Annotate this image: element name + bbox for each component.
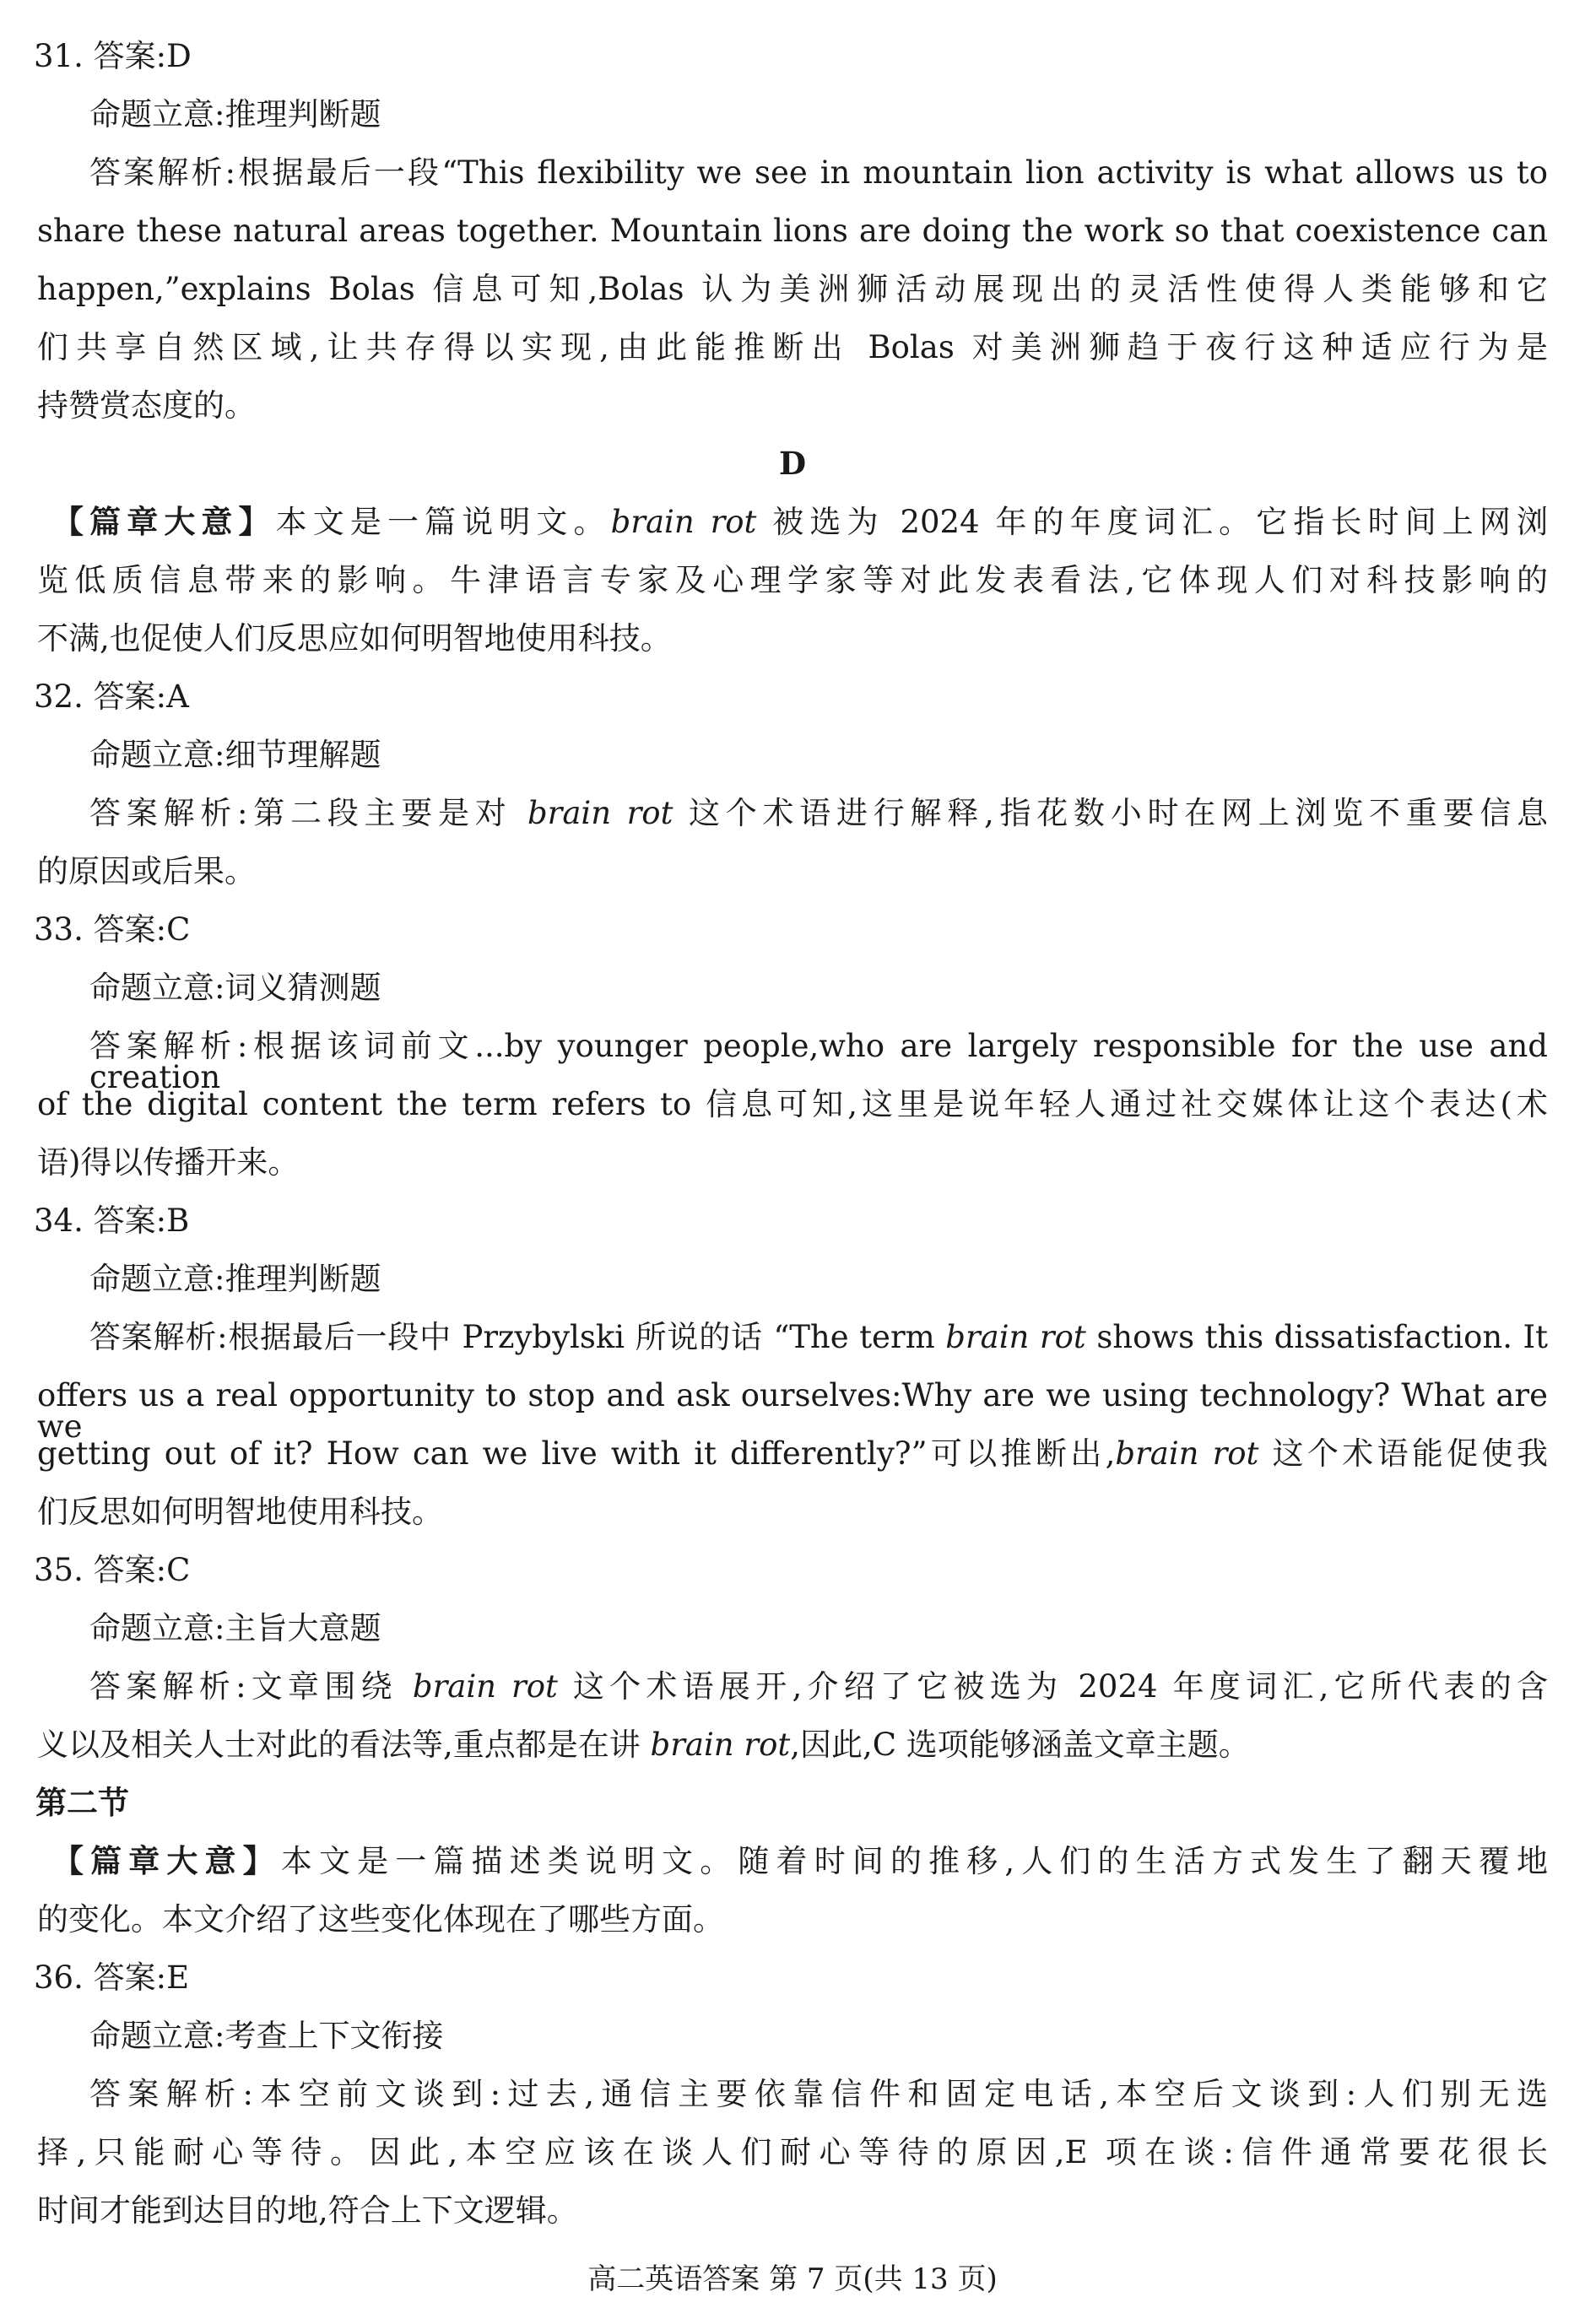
q31-answer: 31. 答案:D [34,38,192,74]
q35-explanation-line: 答案解析:文章围绕 brain rot 这个术语展开,介绍了它被选为 2024 年度词汇,它所代表的含 [89,1668,1548,1705]
term-brain-rot: brain rot [650,1727,791,1763]
summary-2-line: 的变化。本文介绍了这些变化体现在了哪些方面。 [37,1901,724,1938]
q34-intent: 命题立意:推理判断题 [89,1261,381,1297]
q35-explanation-line: 义以及相关人士对此的看法等,重点都是在讲 brain rot,因此,C 选项能够涵盖文章主题。 [37,1727,1250,1763]
q34-explanation-line: 们反思如何明智地使用科技。 [37,1494,443,1530]
term-brain-rot: brain rot [412,1668,558,1705]
q32-explanation-line: 答案解析:第二段主要是对 brain rot 这个术语进行解释,指花数小时在网上浏览不重要信息 [89,795,1549,831]
q32-intent: 命题立意:细节理解题 [89,737,381,773]
summary-d-line: 览低质信息带来的影响。牛津语言专家及心理学家等对此发表看法,它体现人们对科技影响的 [37,562,1548,598]
q36-explanation-line: 答案解析:本空前文谈到:过去,通信主要依靠信件和固定电话,本空后文谈到:人们别无选 [89,2076,1548,2112]
q36-explanation-line: 时间才能到达目的地,符合上下文逻辑。 [37,2192,578,2229]
q33-explanation-line: 答案解析:根据该词前文...by younger people,who are largely responsible for the use and creation [89,1028,1548,1095]
summary-2-line: 【篇章大意】本文是一篇描述类说明文。随着时间的推移,人们的生活方式发生了翻天覆地 [52,1842,1549,1879]
term-brain-rot: brain rot [527,795,673,831]
q36-answer: 36. 答案:E [34,1959,190,1996]
q33-answer: 33. 答案:C [34,911,191,948]
q32-answer: 32. 答案:A [34,678,189,715]
term-brain-rot: brain rot [1115,1435,1259,1472]
section-heading-2: 第二节 [35,1784,129,1821]
q35-intent: 命题立意:主旨大意题 [89,1610,381,1646]
summary-label: 【篇章大意】 [52,1842,281,1879]
q32-explanation-line: 的原因或后果。 [37,853,256,889]
q31-explanation-line: share these natural areas together. Mountain lions are doing the work so that coexistence can [37,213,1548,249]
summary-d-line: 【篇章大意】本文是一篇说明文。brain rot 被选为 2024 年的年度词汇。它指长时间上网浏 [52,503,1549,540]
q31-explanation-line: happen,”explains Bolas 信息可知,Bolas 认为美洲狮活动展现出的灵活性使得人类能够和它 [37,271,1548,307]
q34-answer: 34. 答案:B [34,1203,190,1239]
page-footer: 高二英语答案 第 7 页(共 13 页) [587,2262,998,2296]
term-brain-rot: brain rot [945,1319,1086,1355]
q35-answer: 35. 答案:C [34,1552,191,1588]
q36-explanation-line: 择,只能耐心等待。因此,本空应该在谈人们耐心等待的原因,E 项在谈:信件通常要花很长 [37,2134,1548,2170]
q31-intent: 命题立意:推理判断题 [89,96,381,132]
section-heading-d: D [778,445,807,482]
q33-explanation-line: of the digital content the term refers to 信息可知,这里是说年轻人通过社交媒体让这个表达(术 [37,1086,1548,1122]
q34-explanation-line: 答案解析:根据最后一段中 Przybylski 所说的话 “The term brain rot shows this dissatisfaction. It [89,1319,1548,1355]
q34-explanation-line: getting out of it? How can we live with it differently?”可以推断出,brain rot 这个术语能促使我 [37,1435,1549,1472]
summary-label: 【篇章大意】 [52,503,276,540]
q31-explanation-line: 持赞赏态度的。 [37,387,256,424]
term-brain-rot: brain rot [610,504,757,540]
summary-d-line: 不满,也促使人们反思应如何明智地使用科技。 [37,620,672,657]
q33-intent: 命题立意:词义猜测题 [89,970,381,1006]
q34-explanation-line: offers us a real opportunity to stop and ask ourselves:Why are we using technology? What are we [37,1377,1548,1445]
q31-explanation-line: 答案解析:根据最后一段“This flexibility we see in mountain lion activity is what allows us to [89,154,1548,191]
q33-explanation-line: 语)得以传播开来。 [37,1144,300,1181]
q31-explanation-line: 们共享自然区域,让共存得以实现,由此能推断出 Bolas 对美洲狮趋于夜行这种适应行为是 [37,329,1548,365]
q36-intent: 命题立意:考查上下文衔接 [89,2018,444,2054]
